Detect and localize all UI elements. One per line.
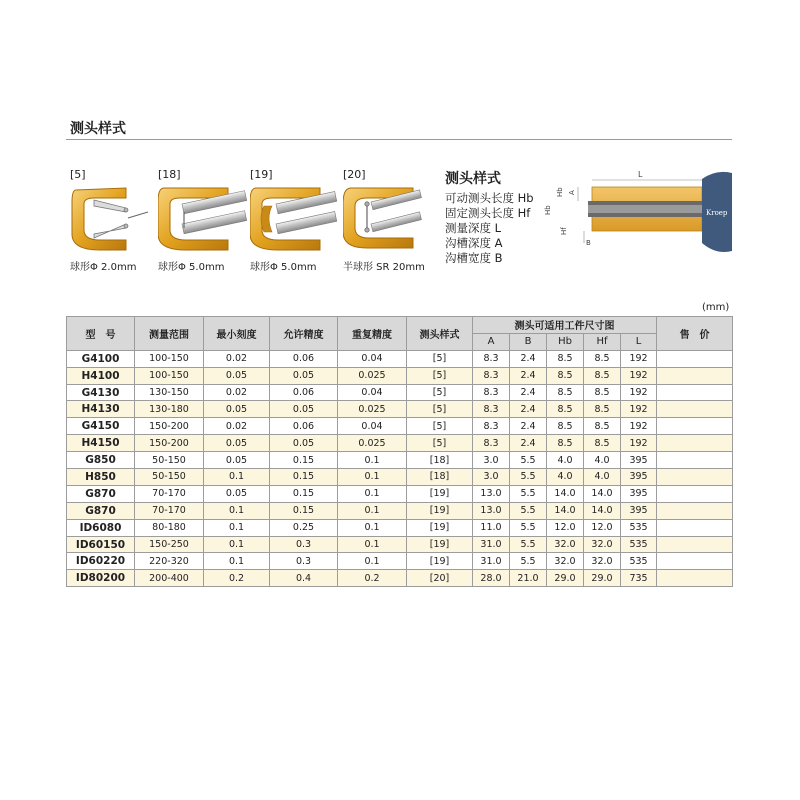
table-row xyxy=(67,435,733,452)
cell-hf: 12.0 xyxy=(584,519,621,536)
cell-repeat-accuracy: 0.1 xyxy=(338,536,407,553)
cell-probe-style: [19] xyxy=(407,502,473,519)
cell-probe-style: [19] xyxy=(407,553,473,570)
cell-repeat-accuracy: 0.04 xyxy=(338,350,407,367)
cell-hf: 8.5 xyxy=(584,435,621,452)
cell-range: 220-320 xyxy=(135,553,204,570)
cell-price xyxy=(657,452,733,469)
cell-range: 80-180 xyxy=(135,519,204,536)
legend-item: 可动测头长度 Hb xyxy=(445,191,534,205)
cell-hf: 8.5 xyxy=(584,418,621,435)
cell-repeat-accuracy: 0.1 xyxy=(338,485,407,502)
cell-repeat-accuracy: 0.025 xyxy=(338,367,407,384)
cell-b: 21.0 xyxy=(510,570,547,587)
probe-style-tag: [5] xyxy=(70,168,86,181)
cell-min-scale: 0.1 xyxy=(204,519,270,536)
cell-range: 150-200 xyxy=(135,435,204,452)
table-row xyxy=(67,401,733,418)
legend-list xyxy=(445,191,534,266)
cell-b: 5.5 xyxy=(510,519,547,536)
cell-b: 5.5 xyxy=(510,536,547,553)
cell-price xyxy=(657,536,733,553)
cell-l: 735 xyxy=(621,570,657,587)
cell-b: 2.4 xyxy=(510,350,547,367)
table-row xyxy=(67,519,733,536)
cell-l: 192 xyxy=(621,401,657,418)
cell-min-scale: 0.1 xyxy=(204,502,270,519)
cell-price xyxy=(657,350,733,367)
table-row xyxy=(67,502,733,519)
cell-repeat-accuracy: 0.1 xyxy=(338,452,407,469)
cell-l: 395 xyxy=(621,452,657,469)
probe-style-tag: [19] xyxy=(250,168,273,181)
cell-model: ID60150 xyxy=(67,536,135,553)
cell-min-scale: 0.05 xyxy=(204,452,270,469)
cell-allow-accuracy: 0.06 xyxy=(270,384,338,401)
cell-allow-accuracy: 0.05 xyxy=(270,401,338,418)
cell-l: 395 xyxy=(621,485,657,502)
probe-style-caption: 半球形 SR 20mm xyxy=(343,262,425,273)
cell-allow-accuracy: 0.15 xyxy=(270,485,338,502)
subheader-hb: Hb xyxy=(547,333,584,350)
cell-allow-accuracy: 0.05 xyxy=(270,367,338,384)
probe-dimension-diagram xyxy=(540,165,732,257)
probe-style-caption: 球形Φ 5.0mm xyxy=(158,262,225,273)
table-row xyxy=(67,485,733,502)
cell-a: 8.3 xyxy=(473,435,510,452)
cell-hf: 14.0 xyxy=(584,502,621,519)
probe-style-caption: 球形Φ 5.0mm xyxy=(250,262,317,273)
header-allow-accuracy: 允许精度 xyxy=(270,317,338,351)
cell-b: 2.4 xyxy=(510,401,547,418)
gauge-brand-text: Kroep xyxy=(706,209,728,217)
cell-l: 192 xyxy=(621,367,657,384)
cell-allow-accuracy: 0.4 xyxy=(270,570,338,587)
section-title: 测头样式 xyxy=(70,121,126,137)
dim-label-hf: Hf xyxy=(560,227,568,235)
cell-probe-style: [19] xyxy=(407,485,473,502)
cell-l: 395 xyxy=(621,469,657,486)
cell-hf: 8.5 xyxy=(584,384,621,401)
cell-repeat-accuracy: 0.1 xyxy=(338,502,407,519)
cell-hf: 8.5 xyxy=(584,401,621,418)
header-size-group: 测头可适用工件尺寸图 xyxy=(473,317,657,334)
cell-hf: 32.0 xyxy=(584,536,621,553)
cell-probe-style: [5] xyxy=(407,384,473,401)
cell-allow-accuracy: 0.15 xyxy=(270,452,338,469)
cell-allow-accuracy: 0.3 xyxy=(270,553,338,570)
unit-label: (mm) xyxy=(702,302,730,313)
cell-hb: 8.5 xyxy=(547,418,584,435)
cell-probe-style: [18] xyxy=(407,452,473,469)
cell-l: 535 xyxy=(621,519,657,536)
header-min-scale: 最小刻度 xyxy=(204,317,270,351)
cell-l: 192 xyxy=(621,435,657,452)
legend-item: 沟槽深度 A xyxy=(445,236,503,250)
cell-price xyxy=(657,384,733,401)
cell-hb: 8.5 xyxy=(547,401,584,418)
table-row xyxy=(67,367,733,384)
cell-b: 2.4 xyxy=(510,384,547,401)
subheader-b: B xyxy=(510,333,547,350)
cell-allow-accuracy: 0.3 xyxy=(270,536,338,553)
cell-price xyxy=(657,367,733,384)
cell-model: H850 xyxy=(67,469,135,486)
cell-hb: 8.5 xyxy=(547,384,584,401)
cell-model: G870 xyxy=(67,502,135,519)
cell-probe-style: [19] xyxy=(407,519,473,536)
cell-price xyxy=(657,570,733,587)
cell-range: 130-180 xyxy=(135,401,204,418)
cell-probe-style: [18] xyxy=(407,469,473,486)
cell-range: 130-150 xyxy=(135,384,204,401)
cell-hb: 8.5 xyxy=(547,435,584,452)
cell-hf: 14.0 xyxy=(584,485,621,502)
cell-model: G4130 xyxy=(67,384,135,401)
cell-hf: 4.0 xyxy=(584,469,621,486)
cell-range: 200-400 xyxy=(135,570,204,587)
cell-hb: 8.5 xyxy=(547,350,584,367)
probe-style-caption: 球形Φ 2.0mm xyxy=(70,262,137,273)
header-model: 型 号 xyxy=(67,317,135,351)
probe-style-20-illustration xyxy=(343,182,423,254)
cell-a: 8.3 xyxy=(473,350,510,367)
cell-price xyxy=(657,502,733,519)
cell-model: G4100 xyxy=(67,350,135,367)
cell-range: 70-170 xyxy=(135,502,204,519)
cell-allow-accuracy: 0.15 xyxy=(270,502,338,519)
cell-price xyxy=(657,418,733,435)
cell-hb: 32.0 xyxy=(547,553,584,570)
cell-l: 535 xyxy=(621,536,657,553)
cell-range: 70-170 xyxy=(135,485,204,502)
cell-repeat-accuracy: 0.04 xyxy=(338,418,407,435)
cell-b: 5.5 xyxy=(510,469,547,486)
probe-style-5-illustration xyxy=(70,182,150,254)
cell-allow-accuracy: 0.25 xyxy=(270,519,338,536)
cell-probe-style: [5] xyxy=(407,401,473,418)
cell-price xyxy=(657,553,733,570)
probe-style-tag: [18] xyxy=(158,168,181,181)
section-divider xyxy=(66,139,732,140)
cell-range: 150-200 xyxy=(135,418,204,435)
table-row xyxy=(67,570,733,587)
table-row xyxy=(67,384,733,401)
cell-a: 8.3 xyxy=(473,418,510,435)
cell-probe-style: [5] xyxy=(407,435,473,452)
cell-a: 8.3 xyxy=(473,384,510,401)
cell-price xyxy=(657,485,733,502)
cell-a: 28.0 xyxy=(473,570,510,587)
cell-hf: 29.0 xyxy=(584,570,621,587)
cell-range: 100-150 xyxy=(135,367,204,384)
cell-model: G850 xyxy=(67,452,135,469)
cell-probe-style: [5] xyxy=(407,418,473,435)
cell-repeat-accuracy: 0.1 xyxy=(338,553,407,570)
probe-style-tag: [20] xyxy=(343,168,366,181)
table-row xyxy=(67,350,733,367)
cell-repeat-accuracy: 0.1 xyxy=(338,469,407,486)
legend-item: 固定测头长度 Hf xyxy=(445,206,531,220)
cell-repeat-accuracy: 0.025 xyxy=(338,435,407,452)
cell-probe-style: [5] xyxy=(407,350,473,367)
subheader-hf: Hf xyxy=(584,333,621,350)
probe-style-19-illustration xyxy=(250,182,340,254)
dim-label-b: B xyxy=(586,239,591,247)
cell-probe-style: [19] xyxy=(407,536,473,553)
cell-min-scale: 0.1 xyxy=(204,536,270,553)
cell-min-scale: 0.05 xyxy=(204,485,270,502)
probe-style-18-illustration xyxy=(158,182,248,254)
table-row xyxy=(67,536,733,553)
cell-hf: 4.0 xyxy=(584,452,621,469)
cell-range: 100-150 xyxy=(135,350,204,367)
header-price: 售 价 xyxy=(657,317,733,351)
cell-min-scale: 0.05 xyxy=(204,367,270,384)
cell-min-scale: 0.1 xyxy=(204,553,270,570)
subheader-l: L xyxy=(621,333,657,350)
legend-item: 测量深度 L xyxy=(445,221,502,235)
cell-min-scale: 0.05 xyxy=(204,435,270,452)
table-row xyxy=(67,469,733,486)
cell-min-scale: 0.05 xyxy=(204,401,270,418)
cell-a: 8.3 xyxy=(473,367,510,384)
legend-item: 沟槽宽度 B xyxy=(445,251,503,265)
header-range: 测量范围 xyxy=(135,317,204,351)
cell-hb: 32.0 xyxy=(547,536,584,553)
cell-price xyxy=(657,401,733,418)
cell-b: 5.5 xyxy=(510,502,547,519)
spec-table xyxy=(66,316,733,587)
cell-hb: 29.0 xyxy=(547,570,584,587)
header-probe-style: 测头样式 xyxy=(407,317,473,351)
cell-min-scale: 0.02 xyxy=(204,418,270,435)
cell-b: 5.5 xyxy=(510,553,547,570)
cell-b: 2.4 xyxy=(510,435,547,452)
cell-hf: 8.5 xyxy=(584,367,621,384)
cell-model: H4100 xyxy=(67,367,135,384)
cell-range: 50-150 xyxy=(135,469,204,486)
cell-min-scale: 0.2 xyxy=(204,570,270,587)
cell-hb: 4.0 xyxy=(547,452,584,469)
cell-price xyxy=(657,519,733,536)
cell-l: 395 xyxy=(621,502,657,519)
cell-probe-style: [5] xyxy=(407,367,473,384)
cell-range: 150-250 xyxy=(135,536,204,553)
cell-l: 535 xyxy=(621,553,657,570)
cell-allow-accuracy: 0.06 xyxy=(270,418,338,435)
dim-label-hb: Hb xyxy=(556,187,564,197)
cell-repeat-accuracy: 0.2 xyxy=(338,570,407,587)
cell-hf: 32.0 xyxy=(584,553,621,570)
cell-min-scale: 0.1 xyxy=(204,469,270,486)
cell-a: 31.0 xyxy=(473,553,510,570)
cell-hb: 14.0 xyxy=(547,502,584,519)
table-row xyxy=(67,418,733,435)
cell-repeat-accuracy: 0.1 xyxy=(338,519,407,536)
cell-model: ID60220 xyxy=(67,553,135,570)
spec-table-body xyxy=(67,350,733,586)
cell-b: 5.5 xyxy=(510,485,547,502)
cell-a: 13.0 xyxy=(473,485,510,502)
cell-a: 13.0 xyxy=(473,502,510,519)
cell-hb: 4.0 xyxy=(547,469,584,486)
header-repeat-accuracy: 重复精度 xyxy=(338,317,407,351)
cell-a: 31.0 xyxy=(473,536,510,553)
cell-allow-accuracy: 0.15 xyxy=(270,469,338,486)
cell-b: 2.4 xyxy=(510,367,547,384)
dim-label-l: L xyxy=(638,170,643,179)
cell-b: 5.5 xyxy=(510,452,547,469)
cell-range: 50-150 xyxy=(135,452,204,469)
probe-shaft-highlight xyxy=(588,205,706,213)
cell-model: H4130 xyxy=(67,401,135,418)
cell-b: 2.4 xyxy=(510,418,547,435)
dim-label-a: A xyxy=(568,190,576,195)
legend-title: 测头样式 xyxy=(445,171,501,187)
cell-price xyxy=(657,469,733,486)
table-row xyxy=(67,553,733,570)
cell-a: 3.0 xyxy=(473,452,510,469)
cell-allow-accuracy: 0.05 xyxy=(270,435,338,452)
cell-allow-accuracy: 0.06 xyxy=(270,350,338,367)
cell-repeat-accuracy: 0.04 xyxy=(338,384,407,401)
cell-hb: 14.0 xyxy=(547,485,584,502)
cell-hb: 12.0 xyxy=(547,519,584,536)
cell-l: 192 xyxy=(621,418,657,435)
cell-probe-style: [20] xyxy=(407,570,473,587)
cell-model: H4150 xyxy=(67,435,135,452)
dim-label-hf-outer: Hb xyxy=(544,205,552,215)
cell-min-scale: 0.02 xyxy=(204,384,270,401)
cell-model: ID6080 xyxy=(67,519,135,536)
cell-a: 8.3 xyxy=(473,401,510,418)
table-row xyxy=(67,452,733,469)
cell-a: 3.0 xyxy=(473,469,510,486)
subheader-a: A xyxy=(473,333,510,350)
cell-hb: 8.5 xyxy=(547,367,584,384)
cell-model: G870 xyxy=(67,485,135,502)
cell-min-scale: 0.02 xyxy=(204,350,270,367)
cell-l: 192 xyxy=(621,350,657,367)
cell-a: 11.0 xyxy=(473,519,510,536)
cell-l: 192 xyxy=(621,384,657,401)
cell-model: ID80200 xyxy=(67,570,135,587)
cell-hf: 8.5 xyxy=(584,350,621,367)
cell-model: G4150 xyxy=(67,418,135,435)
cell-repeat-accuracy: 0.025 xyxy=(338,401,407,418)
cell-price xyxy=(657,435,733,452)
